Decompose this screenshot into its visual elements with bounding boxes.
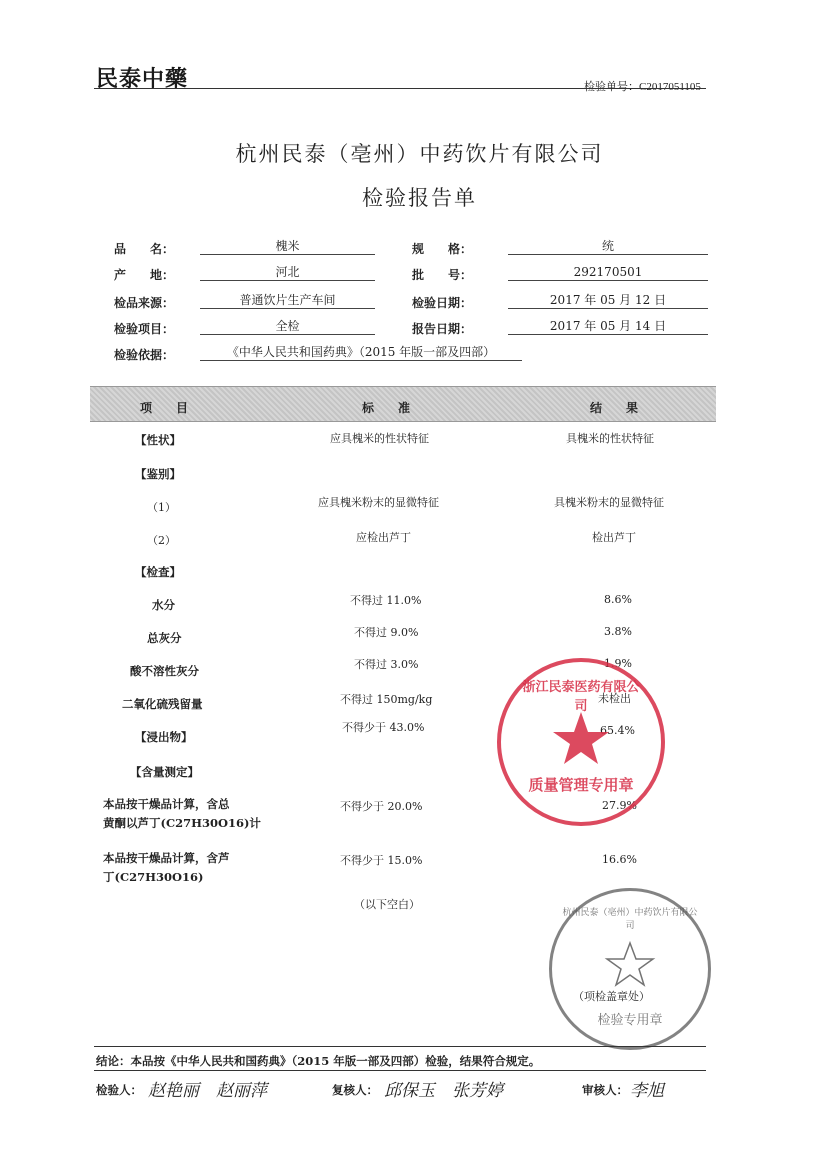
source-label: 检品来源： bbox=[114, 296, 175, 310]
row-character-standard: 应具槐米的性状特征 bbox=[330, 432, 429, 445]
reviewer-label: 复核人： bbox=[332, 1083, 378, 1097]
row-character-result: 具槐米的性状特征 bbox=[566, 432, 654, 445]
row-flavonoid-item-line1: 本品按干燥品计算，含总 bbox=[103, 797, 230, 811]
inspection-stamp-line1: 杭州民泰（亳州）中药饮片有限公司 bbox=[562, 908, 698, 931]
row-id2-result: 检出芦丁 bbox=[592, 531, 636, 544]
reviewer-signature: 邱保玉 张芳婷 bbox=[384, 1081, 503, 1101]
row-id1-standard: 应具槐米粉末的显微特征 bbox=[318, 496, 439, 509]
item-value: 全检 bbox=[200, 318, 375, 335]
item-label: 检验项目： bbox=[114, 322, 175, 336]
conclusion-top-line bbox=[94, 1046, 706, 1047]
row-moisture-standard: 不得过 11.0% bbox=[350, 594, 422, 607]
row-ash-result: 3.8% bbox=[604, 625, 632, 638]
report-title: 检验报告单 bbox=[362, 186, 477, 210]
report-date-label: 报告日期： bbox=[412, 322, 473, 336]
row-so2-result: 未检出 bbox=[598, 692, 631, 705]
row-moisture-result: 8.6% bbox=[604, 593, 632, 606]
batch-label: 批 号： bbox=[412, 268, 473, 282]
row-assay-item: 【含量测定】 bbox=[130, 765, 199, 779]
inspect-date-value: 2017 年 05 月 12 日 bbox=[508, 292, 708, 309]
row-rutin-result: 16.6% bbox=[602, 853, 637, 866]
row-id1-item: （1） bbox=[147, 501, 176, 514]
blank-note: （以下空白） bbox=[354, 898, 420, 911]
product-name-label: 品 名： bbox=[114, 242, 175, 256]
row-rutin-item-line1: 本品按干燥品计算，含芦 bbox=[103, 851, 230, 865]
inspector-signature: 赵艳丽 赵丽萍 bbox=[148, 1081, 267, 1101]
row-flavonoid-standard: 不得少于 20.0% bbox=[340, 800, 423, 813]
source-value: 普通饮片生产车间 bbox=[200, 292, 375, 309]
row-flavonoid-result: 27.9% bbox=[602, 799, 637, 812]
row-id2-standard: 应检出芦丁 bbox=[356, 531, 411, 544]
row-so2-item: 二氧化硫残留量 bbox=[122, 697, 203, 711]
row-ash-item: 总灰分 bbox=[147, 631, 182, 645]
row-id2-item: （2） bbox=[147, 534, 176, 547]
row-acid-ash-standard: 不得过 3.0% bbox=[354, 658, 419, 671]
header-item: 项 目 bbox=[140, 401, 189, 415]
row-rutin-item-line2: 丁(C27H30O16) bbox=[103, 870, 204, 884]
row-extract-item: 【浸出物】 bbox=[135, 730, 193, 744]
inspect-date-label: 检验日期： bbox=[412, 296, 473, 310]
product-name-value: 槐米 bbox=[200, 238, 375, 255]
batch-value: 292170501 bbox=[508, 264, 708, 281]
inspection-stamp bbox=[549, 888, 711, 1050]
row-inspection-item: 【检查】 bbox=[135, 565, 181, 579]
quality-stamp-line1: 浙江民泰医药有限公司 bbox=[522, 680, 640, 714]
row-ash-standard: 不得过 9.0% bbox=[354, 626, 419, 639]
spec-value: 统 bbox=[508, 238, 708, 255]
row-flavonoid-item-line2: 黄酮以芦丁(C27H30O16)计 bbox=[103, 816, 261, 830]
conclusion-text: 结论：本品按《中华人民共和国药典》（2015 年版一部及四部）检验，结果符合规定。 bbox=[96, 1054, 541, 1068]
row-extract-standard: 不得少于 43.0% bbox=[342, 721, 425, 734]
quality-stamp-line2: 质量管理专用章 bbox=[528, 776, 634, 794]
stamp-note: （项检盖章处） bbox=[573, 990, 650, 1003]
approver-label: 审核人： bbox=[582, 1083, 628, 1097]
approver-signature: 李旭 bbox=[630, 1081, 664, 1101]
conclusion-bottom-line bbox=[94, 1070, 706, 1071]
inspector-label: 检验人： bbox=[96, 1083, 142, 1097]
quality-stamp bbox=[497, 658, 665, 826]
row-character-item: 【性状】 bbox=[135, 433, 181, 447]
inspection-stamp-line2: 检验专用章 bbox=[597, 1013, 663, 1028]
row-so2-standard: 不得过 150mg/kg bbox=[340, 693, 433, 706]
header-divider bbox=[94, 88, 706, 89]
report-date-value: 2017 年 05 月 14 日 bbox=[508, 318, 708, 335]
company-logo: 民泰中藥 bbox=[96, 66, 189, 92]
basis-value: 《中华人民共和国药典》（2015 年版一部及四部） bbox=[200, 344, 522, 361]
row-moisture-item: 水分 bbox=[152, 598, 175, 612]
basis-label: 检验依据： bbox=[114, 348, 175, 362]
origin-value: 河北 bbox=[200, 264, 375, 281]
header-result: 结 果 bbox=[590, 401, 639, 415]
document-number: 检验单号：C2017051105 bbox=[584, 81, 701, 93]
row-id1-result: 具槐米粉末的显微特征 bbox=[554, 496, 664, 509]
origin-label: 产 地： bbox=[114, 268, 175, 282]
header-standard: 标 准 bbox=[362, 401, 411, 415]
row-extract-result: 65.4% bbox=[600, 724, 635, 737]
row-acid-ash-item: 酸不溶性灰分 bbox=[130, 664, 199, 678]
spec-label: 规 格： bbox=[412, 242, 473, 256]
row-identification-item: 【鉴别】 bbox=[135, 467, 181, 481]
row-rutin-standard: 不得少于 15.0% bbox=[340, 854, 423, 867]
company-title: 杭州民泰（亳州）中药饮片有限公司 bbox=[235, 142, 604, 166]
row-acid-ash-result: 1.9% bbox=[604, 657, 632, 670]
